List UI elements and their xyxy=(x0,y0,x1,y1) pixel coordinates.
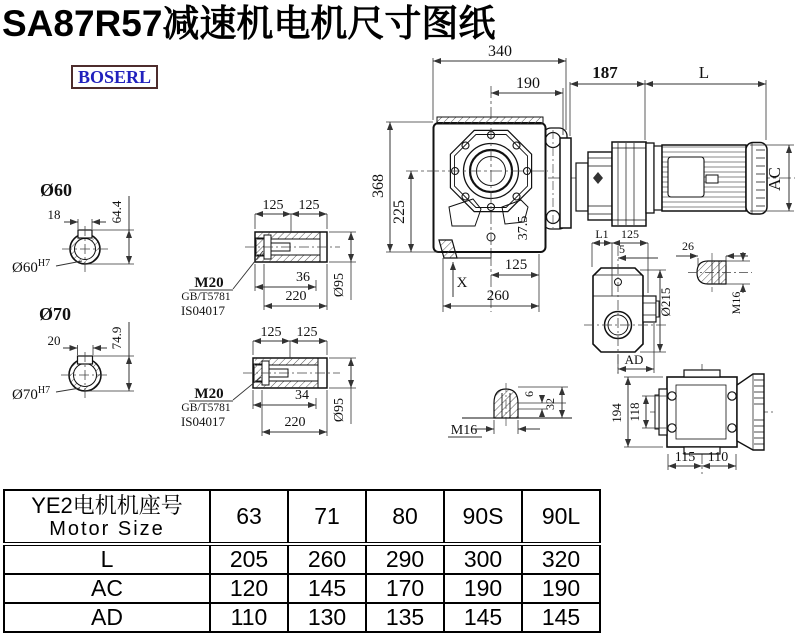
rear-ad-dim: AD xyxy=(624,352,644,367)
sleeve2-dia-dim: Ø95 xyxy=(332,397,347,423)
table-row-AC xyxy=(4,574,600,603)
rear-dia-dim: Ø215 xyxy=(658,287,673,317)
rear-l1-dim: L1 xyxy=(595,227,609,241)
shaft60-title: Ø60 xyxy=(39,180,73,200)
table-row-AD xyxy=(4,603,600,632)
front-width-dim: 340 xyxy=(488,43,512,60)
rear-125-dim: 125 xyxy=(621,227,639,241)
header-zh: YE2电机机座号 xyxy=(31,492,183,518)
plug-a-dim: 6 xyxy=(522,391,536,397)
gearbox-top-view xyxy=(609,364,774,474)
top-height-dim: 194 xyxy=(609,403,624,423)
sleeve1-dim-a: 125 xyxy=(262,198,284,213)
gearmotor-side-view xyxy=(548,63,795,228)
key-length-dim: 26 xyxy=(682,239,694,253)
front-half-dim: 125 xyxy=(504,257,528,273)
coupling-housing xyxy=(588,152,612,220)
cell: 260 xyxy=(288,544,366,574)
front-inner-width-dim: 190 xyxy=(516,75,540,92)
shaft70-title: Ø70 xyxy=(38,304,72,324)
shaft70-bore-label: $Ø70^{H7}$ xyxy=(12,385,51,403)
shaft60-height-dim: 64.4 xyxy=(109,200,124,224)
cell: 130 xyxy=(288,603,366,632)
plug-b-dim: 32 xyxy=(543,398,557,410)
sleeve2-dim-a: 125 xyxy=(260,325,282,340)
shaft-key-detail xyxy=(676,239,752,314)
sleeve1-std2-label: IS04017 xyxy=(180,303,226,318)
table-header-row xyxy=(4,490,600,544)
col-63: 63 xyxy=(210,490,288,544)
sleeve2-depth-dim: 34 xyxy=(295,388,309,403)
cell: 170 xyxy=(366,574,444,603)
top-housing xyxy=(667,377,737,447)
gearbox-rear-view xyxy=(584,227,673,374)
rear-cover xyxy=(643,296,656,322)
header-en: Motor Size xyxy=(49,518,165,541)
shaft70-key-dim: 20 xyxy=(47,333,61,348)
top-bell xyxy=(737,374,764,450)
rear-5-dim: 5 xyxy=(619,242,625,256)
table-row-L xyxy=(4,544,600,574)
sleeve2-dim-b: 125 xyxy=(296,325,318,340)
plug-thread-label: M16 xyxy=(450,423,478,438)
sleeve1-thread-label: M20 xyxy=(194,275,224,291)
cell: 290 xyxy=(366,544,444,574)
sleeve2-std2-label: IS04017 xyxy=(180,414,226,429)
cell: 190 xyxy=(444,574,522,603)
top-mount-face xyxy=(437,117,543,124)
shaft-section-70 xyxy=(12,304,134,403)
col-71: 71 xyxy=(288,490,366,544)
adapter-flange xyxy=(560,138,571,228)
cell: 120 xyxy=(210,574,288,603)
plug-detail xyxy=(448,383,572,438)
cell: 300 xyxy=(444,544,522,574)
shaft60-key-dim: 18 xyxy=(47,207,61,222)
cell: 145 xyxy=(444,603,522,632)
motor-length-dim: L xyxy=(698,63,710,82)
sleeve2-length-dim: 220 xyxy=(284,415,306,430)
shaft70-height-dim: 74.9 xyxy=(109,326,124,350)
col-90L: 90L xyxy=(522,490,600,544)
sleeve1-std1-label: GB/T5781 xyxy=(181,291,231,303)
cell: 145 xyxy=(522,603,600,632)
row-label: AD xyxy=(4,603,210,632)
sleeve-lower xyxy=(181,325,356,436)
key-thread-label: M16 xyxy=(729,291,743,315)
shaft-section-60 xyxy=(12,180,134,276)
gearbox-front-view xyxy=(370,43,567,312)
col-90S: 90S xyxy=(444,490,522,544)
motor-ac-dim: AC xyxy=(765,167,784,191)
cell: 320 xyxy=(522,544,600,574)
front-x-dim: X xyxy=(456,275,468,291)
cell: 135 xyxy=(366,603,444,632)
front-inner-height-dim: 225 xyxy=(391,200,408,224)
cell: 205 xyxy=(210,544,288,574)
fan-cowl xyxy=(746,143,767,215)
top-inner-height-dim: 118 xyxy=(627,402,642,422)
top-b-dim: 110 xyxy=(707,450,729,465)
brand-logo: BOSERL xyxy=(71,65,158,89)
sleeve2-std1-label: GB/T5781 xyxy=(181,402,231,414)
col-80: 80 xyxy=(366,490,444,544)
motor-dimension-table xyxy=(3,489,601,633)
cell: 110 xyxy=(210,603,288,632)
front-base-dim: 260 xyxy=(486,288,510,304)
sleeve-upper xyxy=(181,198,356,318)
cell: 190 xyxy=(522,574,600,603)
top-a-dim: 115 xyxy=(674,450,696,465)
front-step-dim: 37.5 xyxy=(516,215,531,241)
motor-size-header xyxy=(4,490,210,544)
sleeve1-length-dim: 220 xyxy=(285,289,307,304)
sleeve1-dia-dim: Ø95 xyxy=(332,272,347,298)
row-label: L xyxy=(4,544,210,574)
motor-frame-window xyxy=(668,157,704,197)
cell: 145 xyxy=(288,574,366,603)
sleeve2-thread-label: M20 xyxy=(194,386,224,402)
front-height-dim: 368 xyxy=(370,174,387,198)
page-title: SA87R57减速机电机尺寸图纸 xyxy=(2,3,496,44)
sleeve1-depth-dim: 36 xyxy=(296,270,310,285)
sleeve1-dim-b: 125 xyxy=(298,198,320,213)
motor-flange-dim: 187 xyxy=(592,63,618,82)
shaft60-bore-label: $Ø60^{H7}$ xyxy=(12,258,51,276)
bell-housing xyxy=(612,142,646,226)
row-label: AC xyxy=(4,574,210,603)
